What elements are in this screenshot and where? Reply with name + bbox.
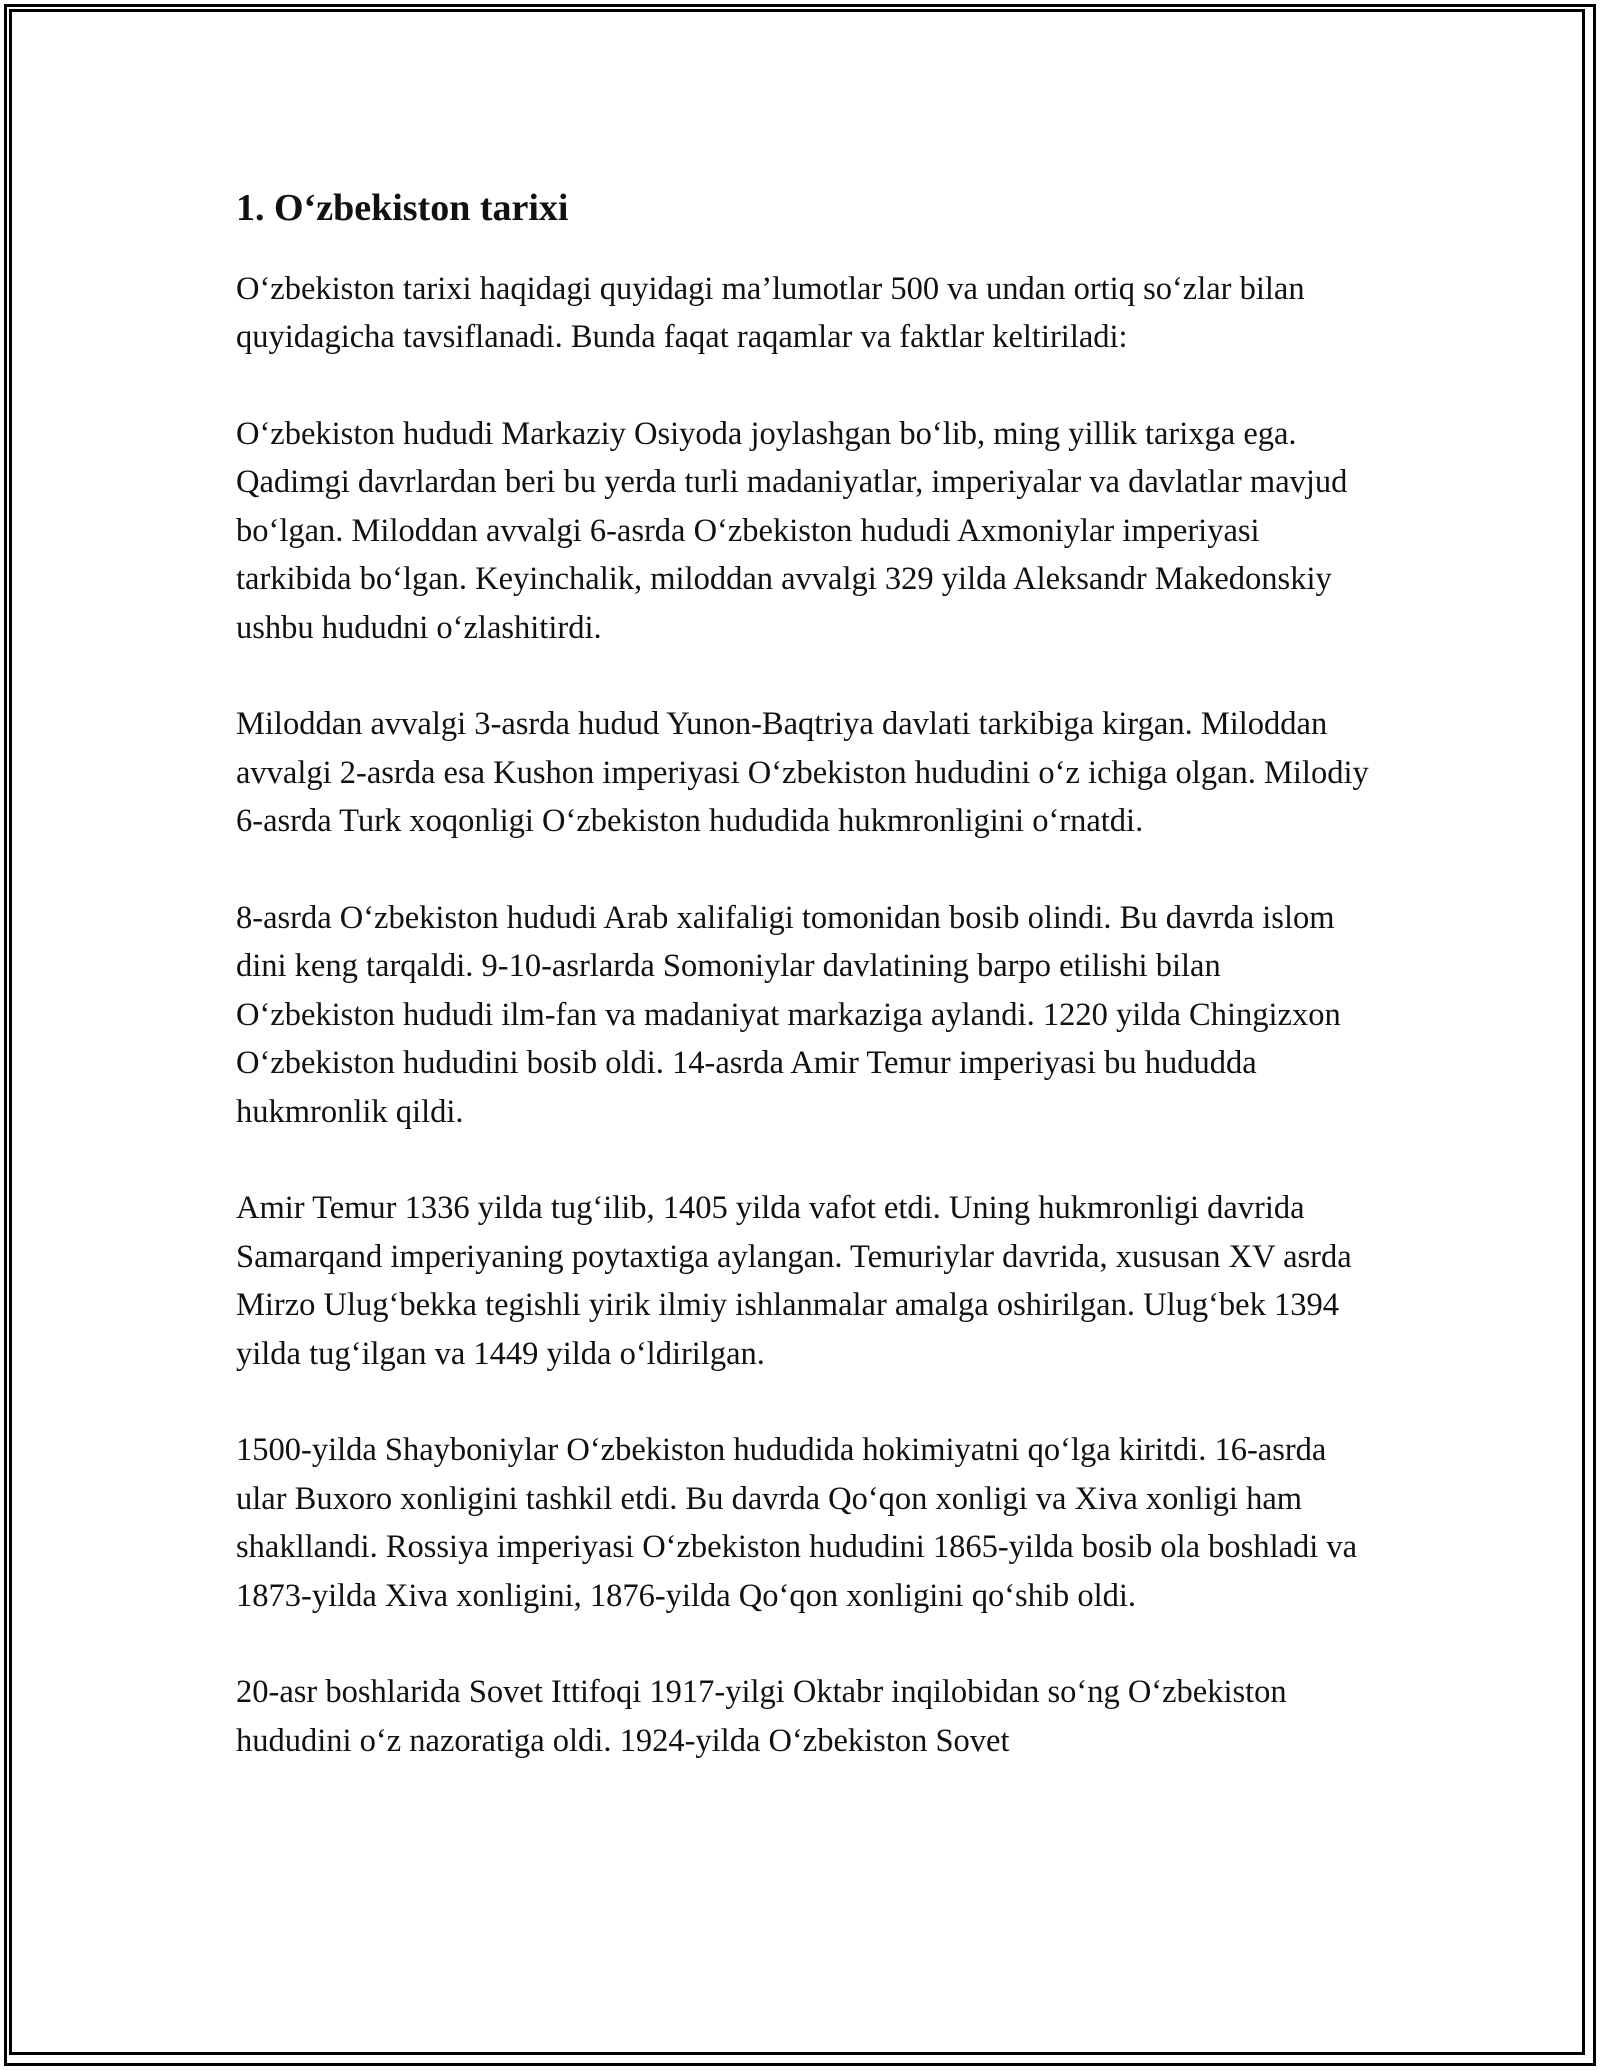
- paragraph-ancient: O‘zbekiston hududi Markaziy Osiyoda joylashgan bo‘lib, ming yillik tarixga ega. Qadimgi davrlardan beri bu yerda turli madaniyatlar, imperiyalar va davlatlar mavjud bo‘lgan. Miloddan avvalgi 6-asrda O‘zbekiston hududi Axmoniylar imperiyasi tarkibida bo‘lgan. Keyinchalik, miloddan avvalgi 329 yilda Aleksandr Makedonskiy ushbu hududni o‘zlashitirdi.: [236, 415, 1348, 646]
- paragraph-kushan: Miloddan avvalgi 3-asrda hudud Yunon-Baqtriya davlati tarkibiga kirgan. Miloddan avvalgi 2-asrda esa Kushon imperiyasi O‘zbekiston hududini o‘z ichiga olgan. Milodiy 6-asrda Turk xoqonligi O‘zbekiston hududida hukmronligini o‘rnatdi.: [236, 706, 1369, 839]
- paragraph-amir-temur: Amir Temur 1336 yilda tug‘ilib, 1405 yilda vafot etdi. Uning hukmronligi davrida Samarqand imperiyaning poytaxtiga aylangan. Temuriylar davrida, xususan XV asrda Mirzo Ulug‘bekka tegishli yirik ilmiy ishlanmalar amalga oshirilgan. Ulug‘bek 1394 yilda tug‘ilgan va 1449 yilda o‘ldirilgan.: [236, 1190, 1352, 1372]
- paragraph-arab-caliphate: 8-asrda O‘zbekiston hududi Arab xalifaligi tomonidan bosib olindi. Bu davrda islom dini keng tarqaldi. 9-10-asrlarda Somoniylar davlatining barpo etilishi bilan O‘zbekiston hududi ilm-fan va madaniyat markaziga aylandi. 1220 yilda Chingizxon O‘zbekiston hududini bosib oldi. 14-asrda Amir Temur imperiyasi bu hududda hukmronlik qildi.: [236, 899, 1341, 1130]
- paragraph-intro: O‘zbekiston tarixi haqidagi quyidagi ma’lumotlar 500 va undan ortiq so‘zlar bilan quyidagicha tavsiflanadi. Bunda faqat raqamlar va faktlar keltiriladi:: [236, 270, 1305, 355]
- section-heading: 1. O‘zbekiston tarixi: [236, 187, 569, 229]
- paragraph-khanates: 1500-yilda Shayboniylar O‘zbekiston hududida hokimiyatni qo‘lga kiritdi. 16-asrda ular Buxoro xonligini tashkil etdi. Bu davrda Qo‘qon xonligi va Xiva xonligi ham shakllandi. Rossiya imperiyasi O‘zbekiston hududini 1865-yilda bosib ola boshladi va 1873-yilda Xiva xonligini, 1876-yilda Qo‘qon xonligini qo‘shib oldi.: [236, 1432, 1358, 1614]
- document-body: [236, 185, 1376, 1765]
- paragraph-soviet: 20-asr boshlarida Sovet Ittifoqi 1917-yilgi Oktabr inqilobidan so‘ng O‘zbekiston hududini o‘z nazoratiga oldi. 1924-yilda O‘zbekiston Sovet: [236, 1674, 1287, 1759]
